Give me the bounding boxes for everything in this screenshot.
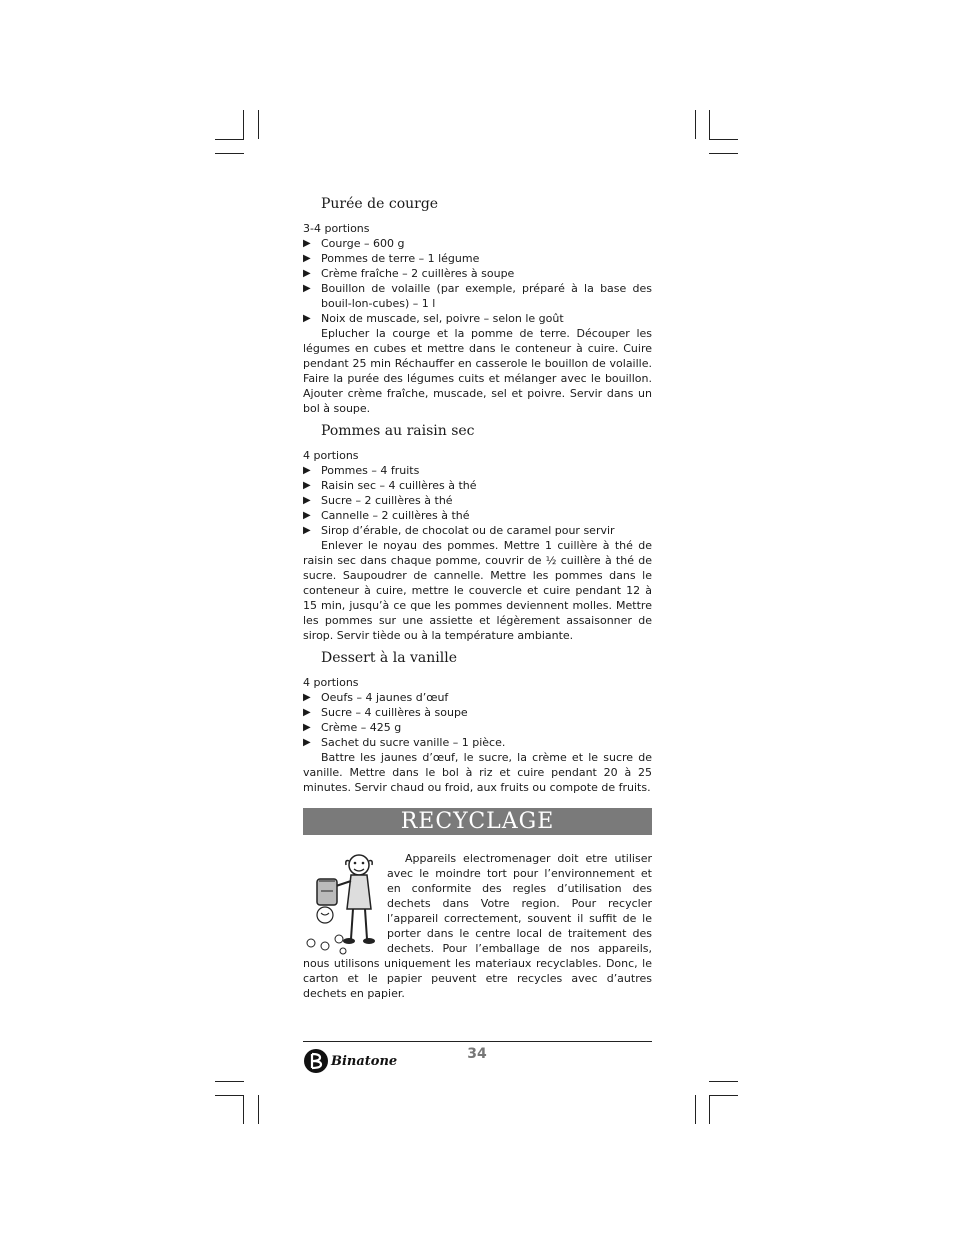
recipe-instructions: Eplucher la courge et la pomme de terre. Découper les légumes en cubes et mettre dans le conteneur à cuire. Cuire pendant 25 min Réchauffer en casserole le bouillon de volaille. Faire la purée des légumes cuits et mélanger avec le bouillon. Ajouter crème fraîche, muscade, sel et poivre. Servir dans un bol à soupe.	[303, 327, 652, 415]
bullet-icon: ▶	[303, 525, 311, 536]
crop-mark	[709, 1095, 738, 1096]
bullet-icon: ▶	[303, 313, 311, 324]
crop-mark	[243, 110, 244, 139]
ingredient-item: ▶ Raisin sec – 4 cuillères à thé	[303, 479, 477, 492]
crop-mark	[709, 153, 738, 154]
recycling-illustration-icon	[303, 851, 383, 961]
ingredient-item: ▶ Sirop d’érable, de chocolat ou de caramel pour servir	[303, 524, 615, 537]
bullet-icon: ▶	[303, 737, 311, 748]
footer-divider	[303, 1041, 652, 1042]
crop-mark	[243, 1095, 244, 1124]
recipe-puree-de-courge	[303, 194, 652, 416]
bullet-icon: ▶	[303, 283, 311, 294]
ingredient-item: ▶ Courge – 600 g	[303, 237, 405, 250]
crop-mark	[215, 1095, 244, 1096]
ingredient-list	[303, 463, 652, 538]
recipe-dessert-a-la-vanille	[303, 648, 652, 795]
ingredient-item: ▶ Pommes de terre – 1 légume	[303, 252, 480, 265]
crop-mark	[695, 110, 696, 139]
bullet-icon: ▶	[303, 465, 311, 476]
recipe-title: Dessert à la vanille	[321, 650, 457, 666]
ingredient-item: ▶ Oeufs – 4 jaunes d’œuf	[303, 691, 449, 704]
crop-mark	[695, 1095, 696, 1124]
bullet-icon: ▶	[303, 253, 311, 264]
crop-mark	[709, 139, 738, 140]
ingredient-item: ▶ Sucre – 2 cuillères à thé	[303, 494, 453, 507]
crop-mark	[258, 110, 259, 139]
brand-name: Binatone	[331, 1054, 398, 1069]
bullet-icon: ▶	[303, 238, 311, 249]
ingredient-item: ▶ Noix de muscade, sel, poivre – selon le goût	[303, 312, 564, 325]
recipe-instructions: Battre les jaunes d’œuf, le sucre, la crème et le sucre de vanille. Mettre dans le bol à riz et cuire pendant 20 à 25 minutes. Servir chaud ou froid, aux fruits ou compote de fruits.	[303, 751, 652, 794]
bullet-icon: ▶	[303, 268, 311, 279]
recycling-text: Appareils electromenager doit etre utiliser avec le moindre tort pour l’environnement et en conformite des regles d’utilisation des dechets dans Votre region. Pour recycler l’appareil correctement, souvent il suffit de le porter dans le centre local de traitement des dechets. Pour l’emballage de nos appareils, nous utilisons uniquement les materiaux recyclables. Donc, le carton et le papier peuvent etre recycles avec d’autres dechets en papier.	[303, 852, 652, 1000]
ingredient-item: ▶ Crème – 425 g	[303, 721, 402, 734]
page-content	[303, 190, 652, 1001]
ingredient-list	[303, 690, 652, 750]
crop-mark	[709, 1081, 738, 1082]
ingredient-item: ▶ Bouillon de volaille (par exemple, préparé à la base des bouil-lon-cubes) – 1 l	[303, 282, 652, 310]
recycling-section	[303, 851, 652, 1001]
recipe-instructions: Enlever le noyau des pommes. Mettre 1 cuillère à thé de raisin sec dans chaque pomme, couvrir de ½ cuillère à thé de sucre. Saupoudrer de cannelle. Mettre les pommes dans le conteneur à cuire, mettre le couvercle et cuire pendant 12 à 15 min, jusqu’à ce que les pommes deviennent molles. Mettre les pommes sur une assiette et légèrement assaisonner de sirop. Servir tiède ou à la température ambiante.	[303, 539, 652, 642]
crop-mark	[215, 139, 244, 140]
crop-mark	[215, 153, 244, 154]
crop-mark	[258, 1095, 259, 1124]
ingredient-item: ▶ Sachet du sucre vanille – 1 pièce.	[303, 736, 506, 749]
crop-mark	[709, 110, 710, 139]
bullet-icon: ▶	[303, 495, 311, 506]
crop-mark	[709, 1095, 710, 1124]
ingredient-item: ▶ Crème fraîche – 2 cuillères à soupe	[303, 267, 515, 280]
ingredient-item: ▶ Pommes – 4 fruits	[303, 464, 420, 477]
recipe-portions: 3-4 portions	[303, 222, 370, 235]
recipe-pommes-au-raisin-sec	[303, 421, 652, 643]
bullet-icon: ▶	[303, 692, 311, 703]
recipe-title: Pommes au raisin sec	[321, 423, 475, 439]
bullet-icon: ▶	[303, 722, 311, 733]
recycling-heading-banner: RECYCLAGE	[303, 808, 652, 835]
page-number: 34	[467, 1046, 487, 1062]
ingredient-list	[303, 236, 652, 326]
ingredient-item: ▶ Cannelle – 2 cuillères à thé	[303, 509, 470, 522]
binatone-logo	[303, 1048, 403, 1074]
recipe-portions: 4 portions	[303, 676, 359, 689]
recipe-portions: 4 portions	[303, 449, 359, 462]
binatone-logo-icon	[303, 1048, 329, 1074]
bullet-icon: ▶	[303, 707, 311, 718]
ingredient-item: ▶ Sucre – 4 cuillères à soupe	[303, 706, 468, 719]
bullet-icon: ▶	[303, 480, 311, 491]
crop-mark	[215, 1081, 244, 1082]
bullet-icon: ▶	[303, 510, 311, 521]
recipe-title: Purée de courge	[321, 196, 439, 212]
